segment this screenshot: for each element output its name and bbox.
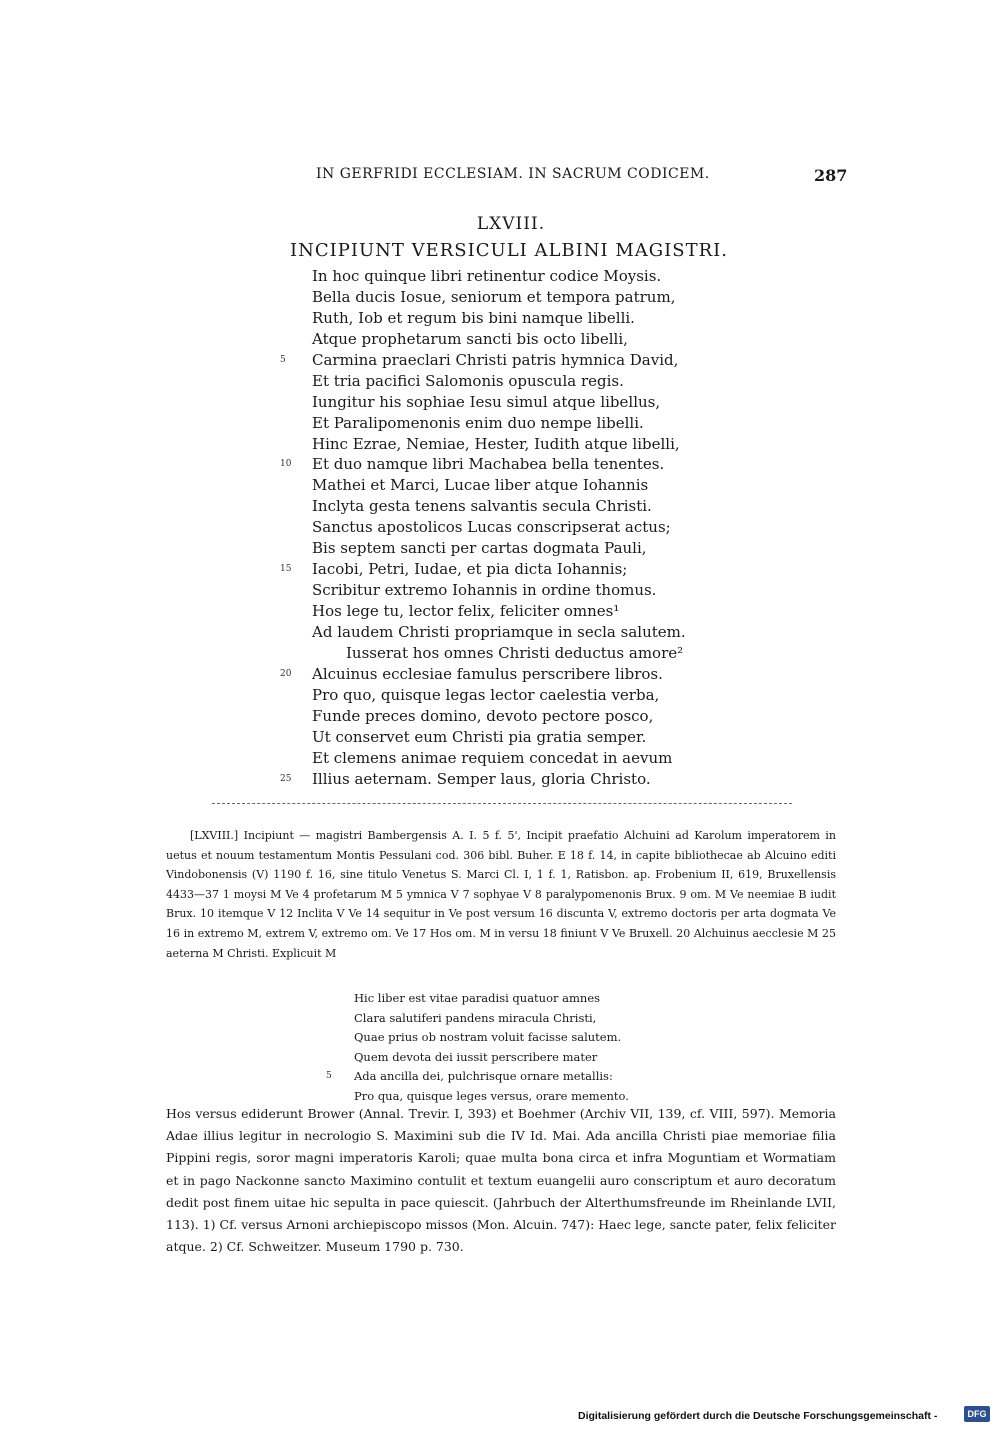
inset-line-text: Quae prius ob nostram voluit facisse salutem. xyxy=(354,1030,622,1045)
verse-text: Ruth, Iob et regum bis bini namque libelli. xyxy=(312,308,635,327)
verse-text: Ad laudem Christi propriamque in secla salutem. xyxy=(312,622,686,641)
critical-apparatus xyxy=(166,826,836,963)
verse-text: Ut conservet eum Christi pia gratia semper. xyxy=(312,727,647,746)
verse-line xyxy=(312,308,686,329)
verse-text: Et tria pacifici Salomonis opuscula regis. xyxy=(312,371,624,390)
inset-line-text: Pro qua, quisque leges versus, orare memento. xyxy=(354,1088,629,1103)
running-head: IN GERFRIDI ECCLESIAM. IN SACRUM CODICEM. xyxy=(316,166,710,182)
poem-title: INCIPIUNT VERSICULI ALBINI MAGISTRI. xyxy=(290,240,728,261)
verse-line xyxy=(312,601,686,622)
inset-line-text: Ada ancilla dei, pulchrisque ornare metallis: xyxy=(354,1069,613,1084)
verse-text: Carmina praeclari Christi patris hymnica David, xyxy=(312,350,679,369)
verse-text: Iacobi, Petri, Iudae, et pia dicta Iohannis; xyxy=(312,560,628,579)
inset-line-number: 5 xyxy=(326,1071,332,1082)
verse-line xyxy=(312,643,686,664)
verse-line xyxy=(312,434,686,455)
apparatus-text: [LXVIII.] Incipiunt — magistri Bambergensis A. I. 5 f. 5', Incipit praefatio Alchuini ad Karolum imperatorem in uetus et nouum testamentum Montis Pessulani cod. 306 bibl. Buher. E 18 f. 14, in capite bibliothecae ab Alcuino editi Vindobonensis (V) 1190 f. 16, sine titulo Venetus S. Marci Cl. I, 1 f. 1, Ratisbon. ap. Frobenium II, 619, Bruxellensis 4433—37 1 moysi M Ve 4 profetarum M 5 ymnica V 7 sophyae V 8 paralypomenonis Brux. 9 om. M Ve neemiae B iudit Brux. 10 itemque V 12 Inclita V Ve 14 sequitur in Ve post versum 16 discunta V, extremo doctoris per arta dogmata Ve 16 in extremo M, extrem V, extremo om. Ve 17 Hos om. M in versu 18 finiunt V Ve Bruxell. 20 Alchuinus aecclesie M 25 aeterna M Christi. Explicuit M xyxy=(166,829,836,960)
verse-text: Hos lege tu, lector felix, feliciter omnes¹ xyxy=(312,602,620,620)
editorial-note-text: Hos versus ediderunt Brower (Annal. Trevir. I, 393) et Boehmer (Archiv VII, 139, cf. VIII, 597). Memoria Adae illius legitur in necrologio S. Maximini sub die IV Id. Mai. Ada ancilla Christi piae memoriae filia Pippini regis, soror magni imperatoris Karoli; quae multa bona circa et infra Moguntiam et Wormatiam et in pago Nackonne sancto Maximino contulit et textum euangelii auro conscriptum et auro decoratum dedit post finem uitae hic sepulta in pace quiescit. (Jahrbuch der Alterthumsfreunde im Rheinlande LVII, 113). 1) Cf. versus Arnoni archiepiscopo missos (Mon. Alcuin. 747): Haec lege, sancte pater, felix feliciter atque. 2) Cf. Schweitzer. Museum 1790 p. 730. xyxy=(166,1106,836,1255)
separator-rule xyxy=(212,803,792,804)
verse-line xyxy=(312,413,686,434)
inset-line xyxy=(354,1048,629,1068)
verse-text: Et duo namque libri Machabea bella tenentes. xyxy=(312,455,665,474)
verse-text: In hoc quinque libri retinentur codice Moysis. xyxy=(312,267,662,285)
inset-line xyxy=(354,989,629,1009)
verse-number: 15 xyxy=(280,564,292,575)
verse-line xyxy=(280,559,686,580)
poem-number: LXVIII. xyxy=(476,214,546,234)
verse-line xyxy=(312,266,686,287)
verse-line xyxy=(312,580,686,601)
verse-line xyxy=(280,350,686,371)
verse-text: Alcuinus ecclesiae famulus perscribere libros. xyxy=(312,664,663,683)
verse-line xyxy=(312,706,686,727)
verse-text: Iusserat hos omnes Christi deductus amore² xyxy=(346,643,684,662)
verse-text: Et Paralipomenonis enim duo nempe libelli. xyxy=(312,413,644,432)
verse-line xyxy=(312,496,686,517)
verse-text: Bis septem sancti per cartas dogmata Pauli, xyxy=(312,539,647,558)
verse-text: Atque prophetarum sancti bis octo libelli, xyxy=(312,329,628,348)
verse-text: Et clemens animae requiem concedat in aevum xyxy=(312,748,673,767)
verse-line xyxy=(312,475,686,496)
verse-line xyxy=(312,517,686,538)
verse-line xyxy=(280,664,686,685)
page-number: 287 xyxy=(814,166,848,185)
verse-line xyxy=(312,329,686,350)
verse-line xyxy=(280,769,686,790)
verse-number: 10 xyxy=(280,459,292,470)
verse-text: Illius aeternam. Semper laus, gloria Christo. xyxy=(312,769,651,788)
verse-text: Inclyta gesta tenens salvantis secula Christi. xyxy=(312,497,652,516)
editorial-note xyxy=(166,1103,836,1258)
verse-number: 5 xyxy=(280,354,286,365)
verse-text: Bella ducis Iosue, seniorum et tempora patrum, xyxy=(312,287,676,306)
inset-poem xyxy=(326,989,629,1107)
verse-list xyxy=(280,266,686,789)
funding-notice: Digitalisierung gefördert durch die Deutsche Forschungsgemeinschaft - xyxy=(578,1410,938,1422)
inset-line-text: Quem devota dei iussit perscribere mater xyxy=(354,1049,598,1064)
verse-line xyxy=(312,622,686,643)
verse-text: Funde preces domino, devoto pectore posco, xyxy=(312,706,654,725)
verse-text: Pro quo, quisque legas lector caelestia verba, xyxy=(312,685,660,704)
verse-number: 25 xyxy=(280,773,292,784)
verse-line xyxy=(280,454,686,475)
verse-text: Iungitur his sophiae Iesu simul atque libellus, xyxy=(312,392,661,411)
verse-line xyxy=(312,287,686,308)
verse-line xyxy=(312,685,686,706)
verse-text: Hinc Ezrae, Nemiae, Hester, Iudith atque libelli, xyxy=(312,434,680,453)
verse-line xyxy=(312,392,686,413)
verse-line xyxy=(312,371,686,392)
inset-line xyxy=(326,1067,629,1087)
dfg-logo: DFG xyxy=(964,1406,990,1422)
verse-line xyxy=(312,748,686,769)
verse-text: Scribitur extremo Iohannis in ordine thomus. xyxy=(312,581,657,600)
verse-text: Mathei et Marci, Lucae liber atque Iohannis xyxy=(312,476,649,495)
verse-number: 20 xyxy=(280,668,292,679)
verse-text: Sanctus apostolicos Lucas conscripserat actus; xyxy=(312,518,671,537)
inset-line xyxy=(354,1009,629,1029)
inset-line-text: Clara salutiferi pandens miracula Christi, xyxy=(354,1010,597,1025)
verse-line xyxy=(312,538,686,559)
inset-line-text: Hic liber est vitae paradisi quatuor amnes xyxy=(354,991,601,1005)
verse-line xyxy=(312,727,686,748)
inset-line xyxy=(354,1028,629,1048)
